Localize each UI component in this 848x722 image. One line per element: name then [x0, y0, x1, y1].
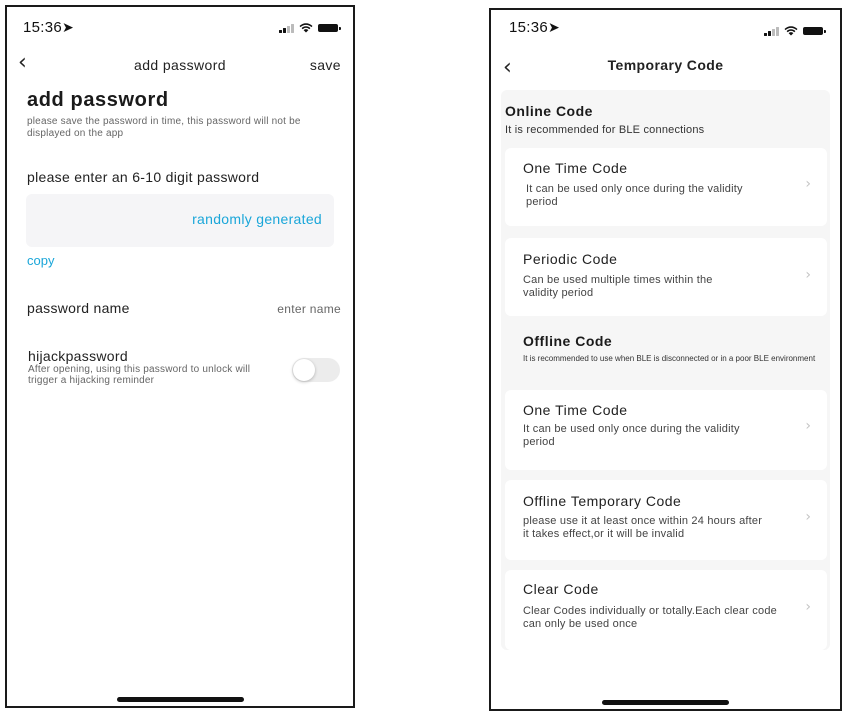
chevron-right-icon: ›: [805, 509, 811, 525]
hijack-title: hijackpassword: [28, 348, 128, 364]
status-time: 15:36➤: [509, 19, 561, 36]
item-description: It can be used only once during the validity period: [526, 183, 743, 208]
item-description: please use it at least once within 24 hours after it takes effect,or it will be invalid: [523, 515, 763, 540]
password-input[interactable]: [26, 194, 334, 247]
item-description: Can be used multiple times within the validity period: [523, 274, 713, 299]
item-description: Clear Codes individually or totally.Each clear code can only be used once: [523, 605, 777, 630]
copy-link[interactable]: copy: [27, 253, 55, 268]
home-indicator: [117, 697, 244, 702]
back-button[interactable]: ‹: [18, 50, 27, 75]
online-code-subtitle: It is recommended for BLE connections: [505, 124, 705, 136]
online-periodic-code-item[interactable]: [505, 238, 827, 316]
page-title: add password: [27, 89, 169, 111]
location-arrow-icon: ➤: [62, 19, 75, 35]
clear-code-item[interactable]: [505, 570, 827, 650]
nav-title: Temporary Code: [607, 57, 724, 73]
battery-icon: [318, 24, 338, 32]
wifi-icon: [784, 26, 798, 36]
online-one-time-code-item[interactable]: [505, 148, 827, 226]
save-notice: please save the password in time, this password will not be displayed on the app: [27, 116, 301, 139]
wifi-icon: [299, 23, 313, 33]
signal-icon: [279, 24, 294, 33]
hijack-description: After opening, using this password to unlock will trigger a hijacking reminder: [28, 364, 251, 386]
battery-icon: [803, 27, 823, 35]
chevron-right-icon: ›: [805, 267, 811, 283]
nav-title: add password: [134, 57, 226, 73]
temporary-code-screen: [489, 8, 842, 711]
item-title: One Time Code: [523, 402, 628, 418]
password-name-input[interactable]: enter name: [277, 302, 341, 316]
randomly-generated-link[interactable]: randomly generated: [192, 211, 322, 227]
offline-code-title: Offline Code: [523, 333, 613, 349]
hijack-toggle[interactable]: [292, 358, 340, 382]
toggle-knob: [293, 359, 315, 381]
status-icons: [764, 26, 823, 36]
location-arrow-icon: ➤: [548, 19, 561, 35]
chevron-right-icon: ›: [805, 418, 811, 434]
status-icons: [279, 23, 338, 33]
save-button[interactable]: save: [309, 57, 341, 73]
password-prompt: please enter an 6-10 digit password: [27, 169, 260, 185]
item-title: One Time Code: [523, 160, 628, 176]
add-password-screen: [5, 5, 355, 708]
chevron-right-icon: ›: [805, 176, 811, 192]
status-time: 15:36➤: [23, 19, 75, 36]
back-button[interactable]: ‹: [503, 55, 512, 80]
offline-code-subtitle: It is recommended to use when BLE is disconnected or in a poor BLE environment: [523, 354, 816, 363]
home-indicator: [602, 700, 729, 705]
item-title: Periodic Code: [523, 251, 618, 267]
offline-temporary-code-item[interactable]: [505, 480, 827, 560]
offline-one-time-code-item[interactable]: [505, 390, 827, 470]
online-code-title: Online Code: [505, 103, 593, 119]
chevron-right-icon: ›: [805, 599, 811, 615]
signal-icon: [764, 27, 779, 36]
item-title: Clear Code: [523, 581, 599, 597]
item-title: Offline Temporary Code: [523, 493, 682, 509]
password-name-label: password name: [27, 300, 130, 316]
item-description: It can be used only once during the validity period: [523, 423, 740, 448]
